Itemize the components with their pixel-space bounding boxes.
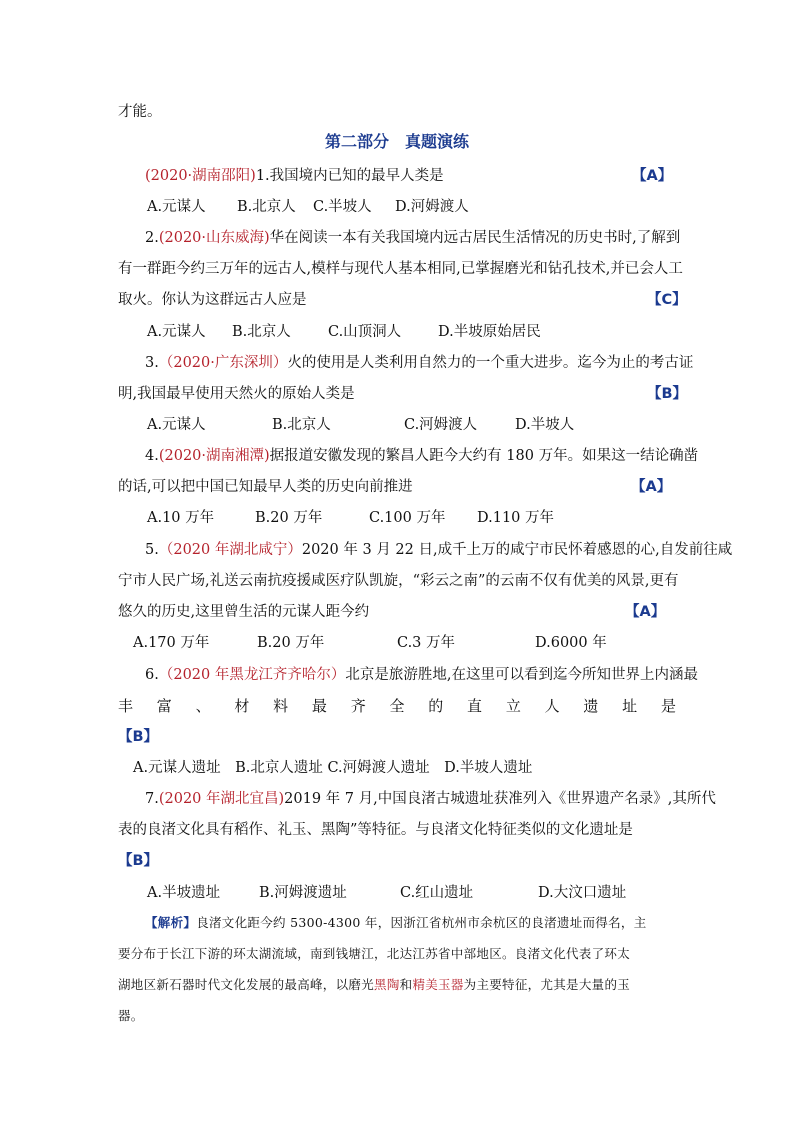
question-2-text-1: 华在阅读一本有关我国境内远古居民生活情况的历史书时,了解到 (269, 230, 681, 246)
question-2-option-c: C.山顶洞人 (328, 324, 402, 340)
question-3-line-1 (145, 353, 693, 373)
question-5-option-d: D.6000 年 (535, 635, 607, 651)
analysis-text-3a: 湖地区新石器时代文化发展的最高峰，以磨光 (118, 977, 375, 992)
question-1-option-a: A.元谋人 (147, 199, 206, 215)
question-3-text-1: 火的使用是人类利用自然力的一个重大进步。迄今为止的考古证 (287, 355, 694, 371)
question-2-number: 2. (145, 230, 159, 246)
question-1-source: (2020·湖南邵阳) (145, 168, 256, 184)
question-1-option-c: C.半坡人 (313, 199, 372, 215)
question-6-answer: 【B】 (118, 729, 159, 745)
question-4-option-c: C.100 万年 (369, 510, 446, 526)
question-4-number: 4. (145, 448, 159, 464)
question-3-line-2: 明,我国最早使用天然火的原始人类是 (118, 386, 355, 402)
question-1-option-d: D.河姆渡人 (395, 199, 469, 215)
question-4-option-b: B.20 万年 (255, 510, 323, 526)
question-3-option-b: B.北京人 (272, 417, 331, 433)
question-2-line-2: 有一群距今约三万年的远古人,模样与现代人基本相同,已掌握磨光和钻孔技术,并已会人工 (118, 261, 683, 277)
question-2-line-3: 取火。你认为这群远古人应是 (118, 292, 307, 308)
question-1-option-b: B.北京人 (237, 199, 296, 215)
question-1 (145, 166, 444, 186)
analysis-line-1 (145, 914, 647, 932)
question-6-number: 6. (145, 667, 159, 683)
question-6-options: A.元谋人遗址 B.北京人遗址 C.河姆渡人遗址 D.半坡人遗址 (133, 760, 533, 776)
question-4-text-1: 据报道安徽发现的繁昌人距今大约有 180 万年。如果这一结论确凿 (269, 448, 699, 464)
question-3-option-d: D.半坡人 (515, 417, 575, 433)
question-3-option-a: A.元谋人 (147, 417, 206, 433)
question-4-option-d: D.110 万年 (477, 510, 555, 526)
justified-char: 是 (660, 697, 676, 715)
justified-char: 富 (156, 697, 172, 715)
question-5-number: 5. (145, 542, 159, 558)
question-4-line-2: 的话,可以把中国已知最早人类的历史向前推进 (118, 479, 413, 495)
question-5-source: （2020 年湖北咸宁） (158, 542, 302, 558)
question-6-line-1 (145, 665, 698, 685)
question-7-source: (2020 年湖北宜昌) (158, 791, 285, 807)
question-6-text-1: 北京是旅游胜地,在这里可以看到迄今所知世界上内涵最 (345, 667, 698, 683)
question-7-answer: 【B】 (118, 853, 159, 869)
question-7-line-1 (145, 789, 716, 809)
justified-char: 料 (273, 697, 289, 715)
question-7-text-1: 2019 年 7 月,中国良渚古城遗址获准列入《世界遗产名录》,其所代 (284, 791, 716, 807)
question-7-option-c: C.红山遗址 (400, 885, 474, 901)
continued-text: 才能。 (118, 104, 162, 120)
question-6-source: （2020 年黑龙江齐齐哈尔） (158, 667, 346, 683)
question-4-option-a: A.10 万年 (147, 510, 215, 526)
question-7-line-2: 表的良渚文化具有稻作、礼玉、黑陶”等特征。与良渚文化特征类似的文化遗址是 (118, 822, 633, 838)
justified-char: 材 (234, 697, 250, 715)
section-title: 第二部分 真题演练 (324, 132, 469, 151)
question-5-option-a: A.170 万年 (133, 635, 210, 651)
question-3-number: 3. (145, 355, 159, 371)
question-2-source: (2020·山东威海) (158, 230, 270, 246)
question-5-text-1: 2020 年 3 月 22 日,成千上万的咸宁市民怀着感恩的心,自发前往咸 (301, 542, 733, 558)
question-2-option-b: B.北京人 (232, 324, 291, 340)
justified-char: 的 (428, 697, 444, 715)
justified-char: 立 (505, 697, 521, 715)
analysis-text-1: 良渚文化距今约 5300-4300 年，因浙江省杭州市余杭区的良渚遗址而得名，主 (196, 915, 647, 930)
question-6-line-2 (118, 696, 676, 716)
justified-char: 址 (622, 697, 638, 715)
analysis-text-3c: 为主要特征，尤其是大量的玉 (463, 977, 631, 992)
justified-char: 全 (389, 697, 405, 715)
question-2-option-a: A.元谋人 (147, 324, 206, 340)
justified-char: 、 (195, 697, 211, 715)
question-5-line-3: 悠久的历史,这里曾生活的元谋人距今约 (118, 604, 370, 620)
question-2-line-1 (145, 228, 680, 248)
question-5-option-b: B.20 万年 (257, 635, 325, 651)
question-3-answer: 【B】 (647, 386, 688, 402)
analysis-label: 【解析】 (145, 915, 197, 930)
question-4-source: (2020·湖南湘潭) (158, 448, 270, 464)
justified-char: 遗 (583, 697, 599, 715)
question-1-answer: 【A】 (632, 168, 673, 184)
question-4-answer: 【A】 (631, 479, 672, 495)
justified-char: 丰 (118, 697, 134, 715)
justified-char: 最 (311, 697, 327, 715)
question-5-line-1 (145, 540, 732, 560)
justified-char: 直 (467, 697, 483, 715)
question-7-option-b: B.河姆渡遗址 (259, 885, 347, 901)
question-7-option-d: D.大汶口遗址 (538, 885, 627, 901)
question-7-number: 7. (145, 791, 159, 807)
question-3-option-c: C.河姆渡人 (404, 417, 478, 433)
question-1-text: 1.我国境内已知的最早人类是 (255, 168, 444, 184)
justified-char: 齐 (350, 697, 366, 715)
question-2-answer: 【C】 (647, 292, 687, 308)
question-3-source: （2020·广东深圳） (158, 355, 288, 371)
analysis-line-4: 器。 (118, 1008, 144, 1023)
question-2-option-d: D.半坡原始居民 (438, 324, 541, 340)
analysis-text-3b: 和 (399, 977, 413, 992)
question-5-option-c: C.3 万年 (397, 635, 456, 651)
question-4-line-1 (145, 446, 698, 466)
analysis-line-2: 要分布于长江下游的环太湖流域，南到钱塘江，北达江苏省中部地区。良渚文化代表了环太 (118, 946, 631, 961)
question-7-option-a: A.半坡遗址 (147, 885, 221, 901)
question-5-answer: 【A】 (625, 604, 666, 620)
analysis-line-3 (118, 976, 630, 994)
analysis-highlight-black-pottery: 黑陶 (374, 977, 400, 992)
justified-char: 人 (544, 697, 560, 715)
analysis-highlight-jade: 精美玉器 (412, 977, 464, 992)
question-5-line-2: 宁市人民广场,礼送云南抗疫援咸医疗队凯旋，“彩云之南”的云南不仅有优美的风景,更有 (118, 573, 679, 589)
